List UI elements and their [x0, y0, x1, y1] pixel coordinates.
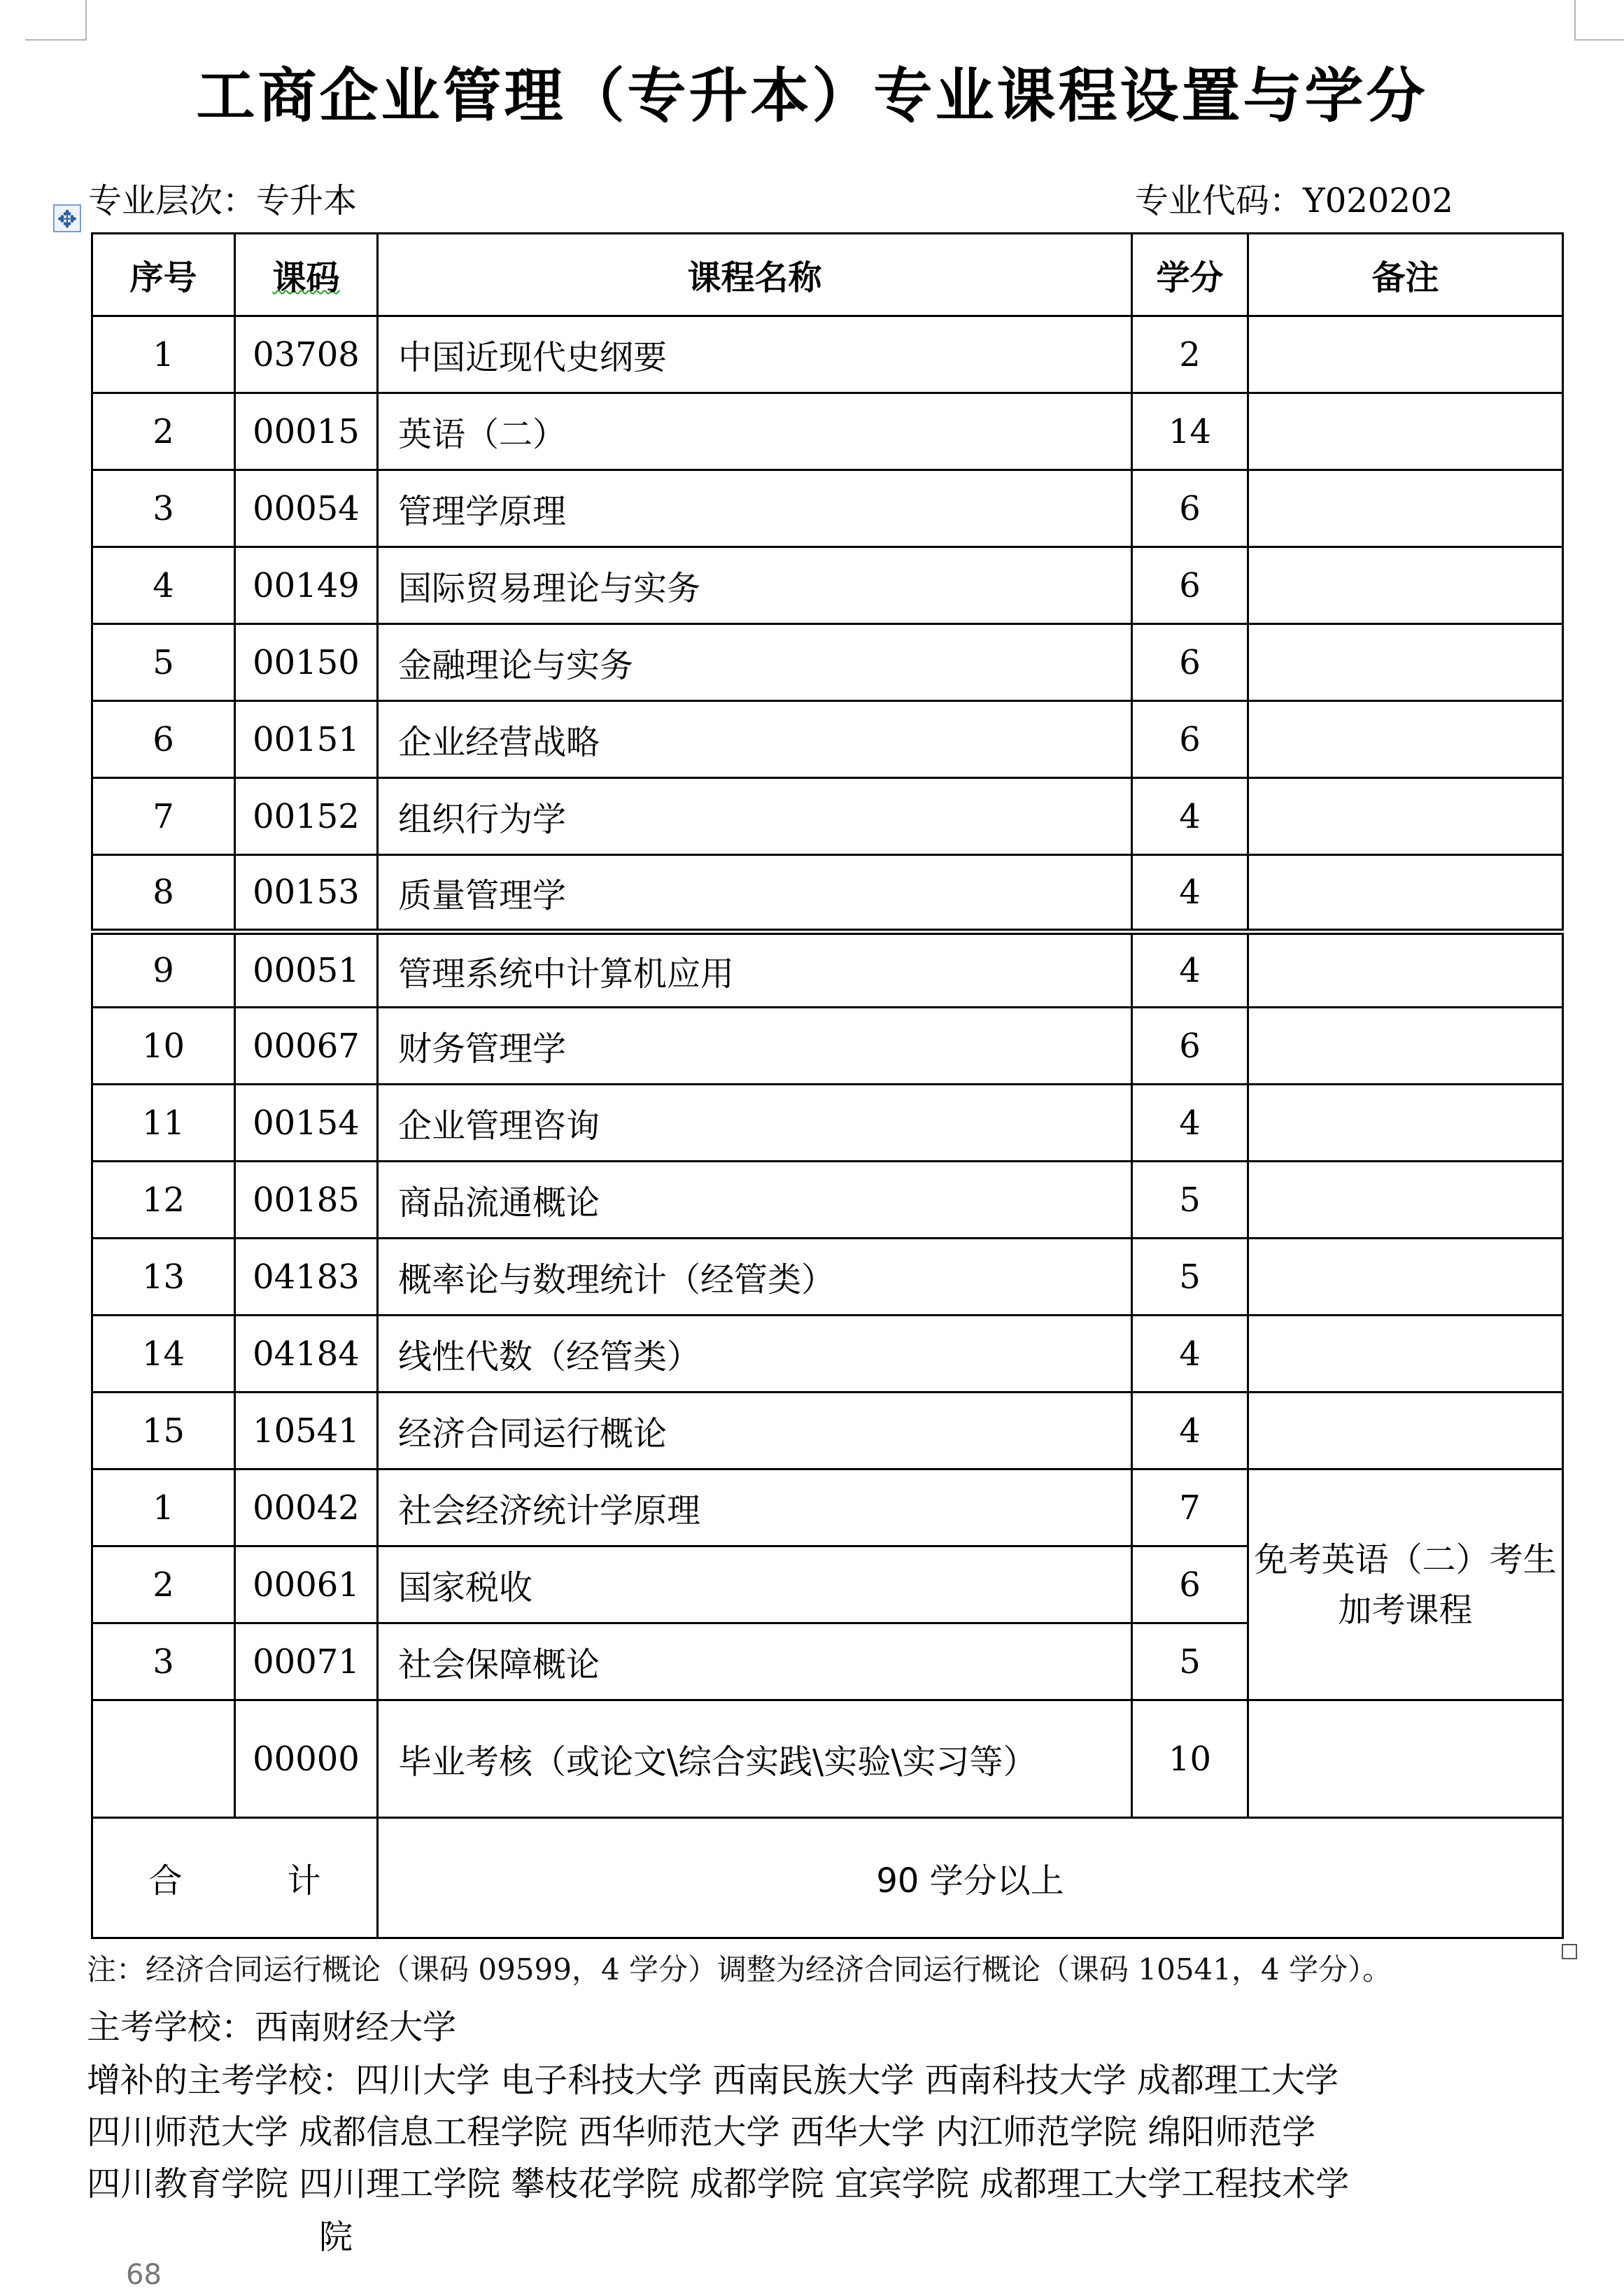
row-credit: 5: [1132, 1162, 1248, 1239]
row-no: 8: [92, 855, 235, 932]
table-row: [92, 1085, 1563, 1162]
table-row: [92, 932, 1563, 1008]
row-no: 10: [92, 1008, 235, 1085]
major-code-label: 专业代码：: [1135, 181, 1304, 220]
row-note: [1248, 393, 1563, 470]
row-code: 00185: [235, 1162, 378, 1239]
row-code: 04184: [235, 1316, 378, 1393]
row-credit: 5: [1132, 1239, 1248, 1316]
table-row: [92, 547, 1563, 624]
row-code: 00015: [235, 393, 378, 470]
main-school: 主考学校：西南财经大学: [87, 2008, 457, 2047]
table-row: [92, 316, 1563, 393]
row-name: 毕业考核（或论文\综合实践\实验\实习等）: [378, 1700, 1132, 1818]
row-no: 5: [92, 624, 235, 701]
row-note: [1248, 1239, 1563, 1316]
row-note: [1248, 778, 1563, 855]
row-name: 经济合同运行概论: [378, 1393, 1132, 1469]
major-level-label: 专业层次：: [88, 181, 257, 220]
row-name: 企业管理咨询: [378, 1085, 1132, 1162]
table-row: [92, 1008, 1563, 1085]
row-no: 14: [92, 1316, 235, 1393]
row-credit: 4: [1132, 932, 1248, 1008]
table-row: [92, 1239, 1563, 1316]
row-no: 15: [92, 1393, 235, 1469]
row-name: 线性代数（经管类）: [378, 1316, 1132, 1393]
header-name: 课程名称: [378, 234, 1132, 316]
merged-note-cell: 免考英语（二）考生加考课程: [1248, 1469, 1563, 1700]
row-code: 10541: [235, 1393, 378, 1469]
row-no: 2: [92, 1546, 235, 1623]
row-name: 概率论与数理统计（经管类）: [378, 1239, 1132, 1316]
extra-schools-line-1: 增补的主考学校：四川大学 电子科技大学 西南民族大学 西南科技大学 成都理工大学: [87, 2061, 1339, 2100]
table-row: [92, 1469, 1563, 1546]
row-code: 00154: [235, 1085, 378, 1162]
row-credit: 2: [1132, 316, 1248, 393]
row-no: 7: [92, 778, 235, 855]
row-name: 管理学原理: [378, 470, 1132, 547]
header-credit: 学分: [1132, 234, 1248, 316]
row-no: 3: [92, 1623, 235, 1700]
row-name: 金融理论与实务: [378, 624, 1132, 701]
row-no: 11: [92, 1085, 235, 1162]
footnote: 注：经济合同运行概论（课码 09599，4 学分）调整为经济合同运行概论（课码 10541，4 学分）。: [87, 1952, 1392, 1987]
header-code: [235, 234, 378, 316]
row-no: [92, 1700, 235, 1818]
row-name: 社会经济统计学原理: [378, 1469, 1132, 1546]
row-credit: 6: [1132, 547, 1248, 624]
row-code: 00054: [235, 470, 378, 547]
row-credit: 6: [1132, 624, 1248, 701]
table-resize-handle[interactable]: [1562, 1944, 1577, 1959]
row-credit: 4: [1132, 1393, 1248, 1469]
header-code-text: 课码: [272, 258, 340, 297]
table-row: [92, 470, 1563, 547]
row-name: 英语（二）: [378, 393, 1132, 470]
row-credit: 4: [1132, 778, 1248, 855]
row-no: 12: [92, 1162, 235, 1239]
row-code: 00149: [235, 547, 378, 624]
row-name: 国际贸易理论与实务: [378, 547, 1132, 624]
row-note: [1248, 470, 1563, 547]
row-no: 2: [92, 393, 235, 470]
row-credit: 4: [1132, 855, 1248, 932]
row-credit: 4: [1132, 1085, 1248, 1162]
row-note: [1248, 855, 1563, 932]
row-credit: 5: [1132, 1623, 1248, 1700]
extra-schools-line-3: 四川教育学院 四川理工学院 攀枝花学院 成都学院 宜宾学院 成都理工大学工程技术学: [87, 2164, 1350, 2204]
header-note: 备注: [1248, 234, 1563, 316]
row-code: 00151: [235, 701, 378, 778]
row-name: 财务管理学: [378, 1008, 1132, 1085]
row-name: 中国近现代史纲要: [378, 316, 1132, 393]
row-no: 13: [92, 1239, 235, 1316]
row-note: [1248, 1316, 1563, 1393]
row-note: [1248, 547, 1563, 624]
row-name: 商品流通概论: [378, 1162, 1132, 1239]
row-no: 4: [92, 547, 235, 624]
total-value: 90 学分以上: [378, 1818, 1563, 1938]
row-note: [1248, 1162, 1563, 1239]
row-code: 00042: [235, 1469, 378, 1546]
row-code: 00051: [235, 932, 378, 1008]
extra-schools-line-2: 四川师范大学 成都信息工程学院 西华师范大学 西华大学 内江师范学院 绵阳师范学: [87, 2113, 1316, 2152]
row-no: 6: [92, 701, 235, 778]
page-title: 工商企业管理（专升本）专业课程设置与学分: [196, 62, 1428, 130]
row-credit: 6: [1132, 701, 1248, 778]
row-note: [1248, 701, 1563, 778]
row-credit: 6: [1132, 1546, 1248, 1623]
row-code: 04183: [235, 1239, 378, 1316]
row-code: 00153: [235, 855, 378, 932]
table-row: [92, 393, 1563, 470]
row-code: 00000: [235, 1700, 378, 1818]
row-no: 3: [92, 470, 235, 547]
row-note: [1248, 932, 1563, 1008]
row-code: 03708: [235, 316, 378, 393]
table-row: [92, 778, 1563, 855]
row-code: 00152: [235, 778, 378, 855]
row-no: 1: [92, 316, 235, 393]
total-row: [92, 1818, 1563, 1938]
table-row: [92, 1700, 1563, 1818]
total-label-part2: 计: [287, 1861, 321, 1901]
table-row: [92, 701, 1563, 778]
row-credit: 6: [1132, 470, 1248, 547]
total-label-part1: 合: [148, 1861, 183, 1901]
row-name: 质量管理学: [378, 855, 1132, 932]
row-code: 00061: [235, 1546, 378, 1623]
row-credit: 7: [1132, 1469, 1248, 1546]
table-row: [92, 1316, 1563, 1393]
major-level: [88, 174, 357, 222]
row-note: [1248, 1393, 1563, 1469]
page-corner-mark-right: [1574, 0, 1624, 41]
major-level-value: 专升本: [256, 181, 358, 220]
row-note: [1248, 624, 1563, 701]
row-code: 00150: [235, 624, 378, 701]
page-corner-mark-left: [25, 0, 87, 41]
row-code: 00071: [235, 1623, 378, 1700]
row-credit: 14: [1132, 393, 1248, 470]
row-name: 企业经营战略: [378, 701, 1132, 778]
row-note: [1248, 1008, 1563, 1085]
extra-schools-line-4: 院: [319, 2218, 353, 2257]
table-row: [92, 624, 1563, 701]
page-number: 68: [126, 2259, 162, 2291]
row-credit: 10: [1132, 1700, 1248, 1818]
row-credit: 6: [1132, 1008, 1248, 1085]
table-row: [92, 855, 1563, 932]
row-code: 00067: [235, 1008, 378, 1085]
major-code-value: Y020202: [1303, 181, 1453, 220]
total-label: [92, 1818, 378, 1938]
table-move-handle-icon[interactable]: ✥: [53, 204, 81, 232]
table-row: [92, 1162, 1563, 1239]
row-credit: 4: [1132, 1316, 1248, 1393]
row-name: 社会保障概论: [378, 1623, 1132, 1700]
row-no: 9: [92, 932, 235, 1008]
major-code: [1135, 174, 1453, 222]
row-no: 1: [92, 1469, 235, 1546]
table-row: [92, 1393, 1563, 1469]
row-name: 国家税收: [378, 1546, 1132, 1623]
row-name: 管理系统中计算机应用: [378, 932, 1132, 1008]
header-no: 序号: [92, 234, 235, 316]
row-note: [1248, 1700, 1563, 1818]
row-name: 组织行为学: [378, 778, 1132, 855]
table-header-row: [92, 234, 1563, 316]
row-note: [1248, 1085, 1563, 1162]
row-note: [1248, 316, 1563, 393]
course-table: [91, 232, 1564, 1939]
